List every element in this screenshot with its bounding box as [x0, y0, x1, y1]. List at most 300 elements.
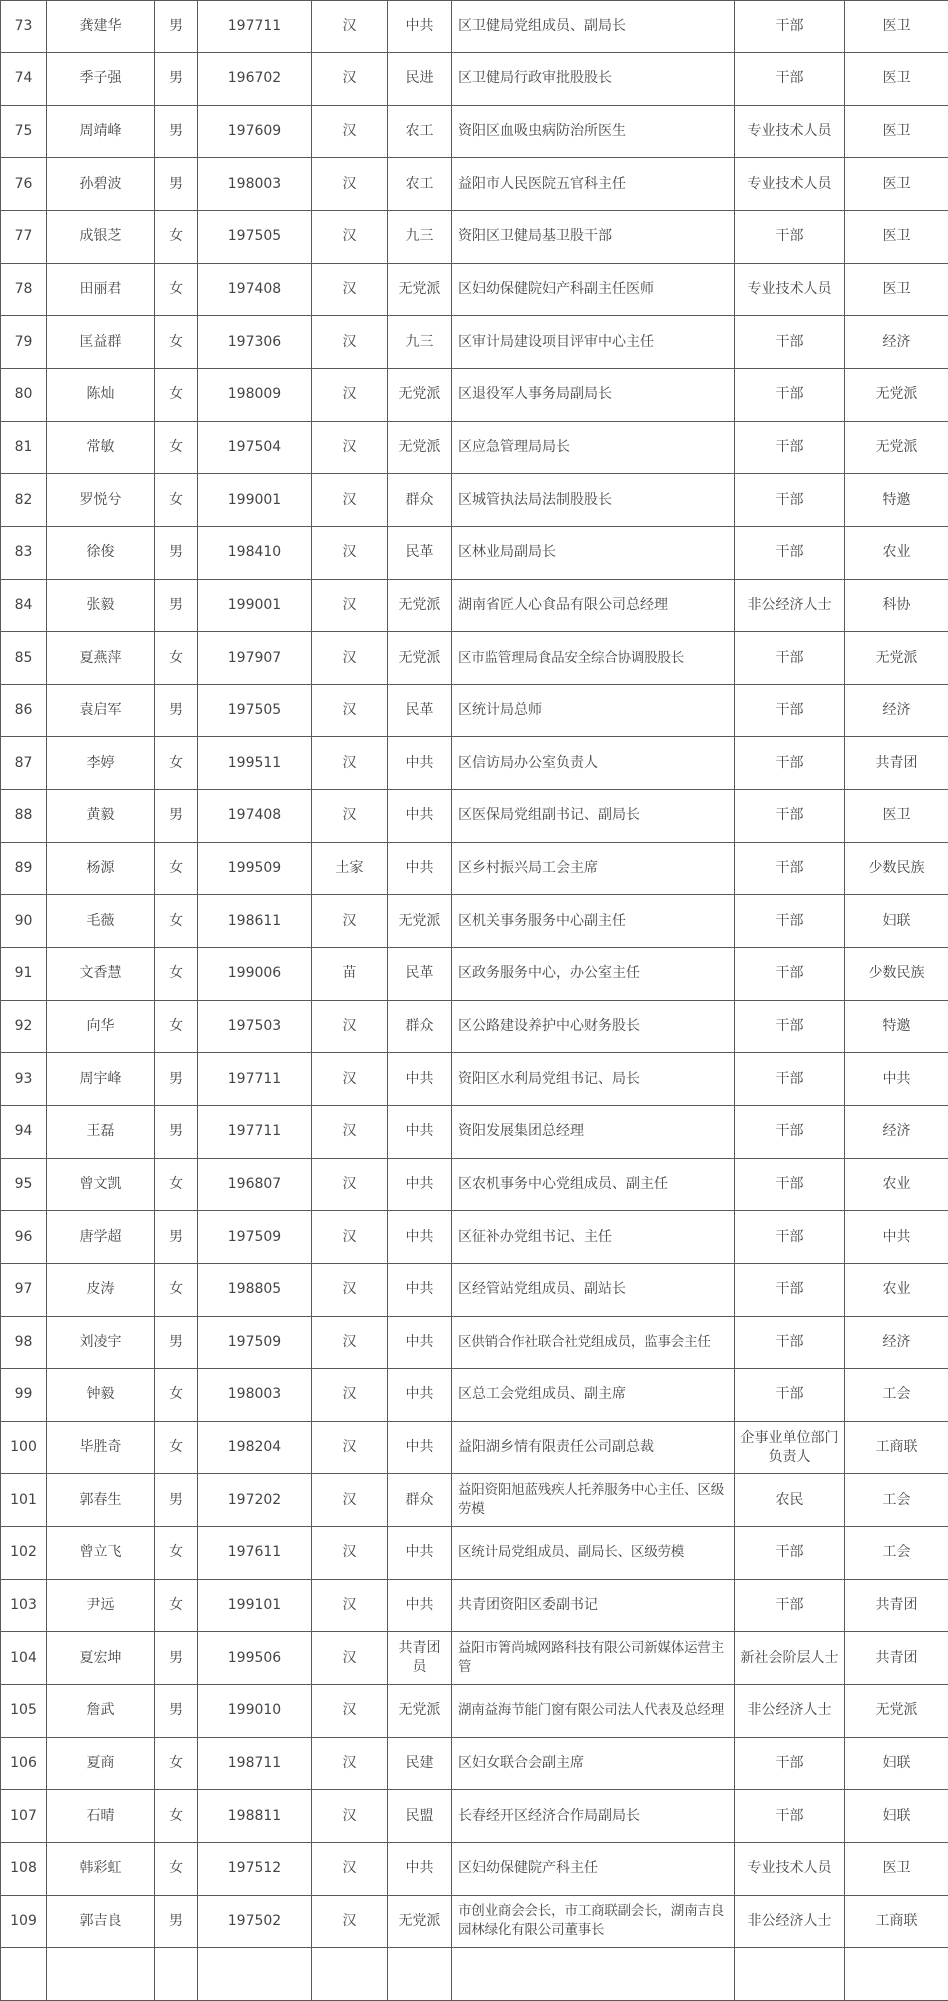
member-birth: 197509 [198, 1211, 312, 1264]
member-sex: 女 [155, 1421, 198, 1474]
row-number: 80 [1, 368, 47, 421]
row-number: 100 [1, 1421, 47, 1474]
member-group: 工会 [845, 1474, 948, 1527]
member-birth: 198009 [198, 368, 312, 421]
member-ethnicity: 汉 [312, 263, 388, 316]
member-position: 区卫健局行政审批股股长 [452, 53, 735, 106]
member-group: 特邀 [845, 1000, 948, 1053]
member-birth: 197306 [198, 316, 312, 369]
member-position: 资阳区水利局党组书记、局长 [452, 1053, 735, 1106]
table-row [1, 1316, 948, 1369]
member-ethnicity: 汉 [312, 684, 388, 737]
member-birth: 199509 [198, 842, 312, 895]
member-sex: 女 [155, 1527, 198, 1580]
member-group: 中共 [845, 1053, 948, 1106]
member-group: 科协 [845, 579, 948, 632]
member-category: 干部 [735, 0, 845, 53]
member-birth: 197711 [198, 1053, 312, 1106]
member-position: 资阳发展集团总经理 [452, 1105, 735, 1158]
table-row [1, 1790, 948, 1843]
member-category: 非公经济人士 [735, 1685, 845, 1738]
member-birth: 198003 [198, 1369, 312, 1422]
member-group: 医卫 [845, 53, 948, 106]
member-sex: 女 [155, 316, 198, 369]
member-party: 中共 [388, 737, 452, 790]
member-birth: 199511 [198, 737, 312, 790]
member-position: 资阳区血吸虫病防治所医生 [452, 105, 735, 158]
member-position: 区信访局办公室负责人 [452, 737, 735, 790]
member-name: 龚建华 [47, 0, 155, 53]
member-sex: 男 [155, 53, 198, 106]
row-number: 89 [1, 842, 47, 895]
member-sex: 女 [155, 895, 198, 948]
member-birth: 198611 [198, 895, 312, 948]
member-sex: 男 [155, 105, 198, 158]
member-sex: 女 [155, 474, 198, 527]
member-party: 中共 [388, 1053, 452, 1106]
member-name: 毕胜奇 [47, 1421, 155, 1474]
member-name: 陈灿 [47, 368, 155, 421]
member-party: 无党派 [388, 632, 452, 685]
member-sex: 女 [155, 948, 198, 1001]
member-category: 干部 [735, 53, 845, 106]
table-row [1, 53, 948, 106]
row-number: 75 [1, 105, 47, 158]
member-party: 中共 [388, 790, 452, 843]
member-position: 区妇幼保健院妇产科副主任医师 [452, 263, 735, 316]
member-sex: 女 [155, 1579, 198, 1632]
member-sex: 男 [155, 790, 198, 843]
member-group: 妇联 [845, 1737, 948, 1790]
member-birth: 197611 [198, 1527, 312, 1580]
member-sex: 男 [155, 526, 198, 579]
member-position: 区卫健局党组成员、副局长 [452, 0, 735, 53]
row-number: 101 [1, 1474, 47, 1527]
member-birth: 197408 [198, 263, 312, 316]
member-party: 民革 [388, 684, 452, 737]
member-ethnicity: 汉 [312, 1632, 388, 1685]
member-name: 皮涛 [47, 1263, 155, 1316]
member-birth: 197609 [198, 105, 312, 158]
member-name: 郭吉良 [47, 1895, 155, 1948]
member-position [452, 1948, 735, 2001]
member-ethnicity: 汉 [312, 1053, 388, 1106]
member-position: 区机关事务服务中心副主任 [452, 895, 735, 948]
member-name: 匡益群 [47, 316, 155, 369]
member-sex: 女 [155, 368, 198, 421]
member-sex: 女 [155, 1737, 198, 1790]
member-position: 区城管执法局法制股股长 [452, 474, 735, 527]
row-number: 90 [1, 895, 47, 948]
member-birth: 198711 [198, 1737, 312, 1790]
member-ethnicity: 汉 [312, 316, 388, 369]
member-ethnicity: 汉 [312, 53, 388, 106]
member-sex: 男 [155, 684, 198, 737]
member-position: 市创业商会会长，市工商联副会长，湖南吉良园林绿化有限公司董事长 [452, 1895, 735, 1948]
member-group: 无党派 [845, 421, 948, 474]
member-party: 群众 [388, 1000, 452, 1053]
table-row [1, 1685, 948, 1738]
member-sex: 女 [155, 421, 198, 474]
member-name: 文香慧 [47, 948, 155, 1001]
member-category: 干部 [735, 1211, 845, 1264]
row-number: 108 [1, 1842, 47, 1895]
row-number: 83 [1, 526, 47, 579]
member-category: 干部 [735, 1527, 845, 1580]
member-name: 夏燕萍 [47, 632, 155, 685]
row-number: 102 [1, 1527, 47, 1580]
row-number: 76 [1, 158, 47, 211]
table-row [1, 1158, 948, 1211]
member-group: 妇联 [845, 1790, 948, 1843]
member-party [388, 1948, 452, 2001]
member-position: 资阳区卫健局基卫股干部 [452, 211, 735, 264]
row-number: 105 [1, 1685, 47, 1738]
member-category: 专业技术人员 [735, 263, 845, 316]
row-number [1, 1948, 47, 2001]
row-number: 91 [1, 948, 47, 1001]
table-row [1, 737, 948, 790]
member-party: 无党派 [388, 368, 452, 421]
member-group: 无党派 [845, 1685, 948, 1738]
member-group: 医卫 [845, 1842, 948, 1895]
row-number: 85 [1, 632, 47, 685]
member-group: 中共 [845, 1211, 948, 1264]
member-group: 工商联 [845, 1421, 948, 1474]
row-number: 94 [1, 1105, 47, 1158]
table-row [1, 263, 948, 316]
member-group: 少数民族 [845, 842, 948, 895]
member-name: 季子强 [47, 53, 155, 106]
member-name: 石晴 [47, 1790, 155, 1843]
member-position: 区退役军人事务局副局长 [452, 368, 735, 421]
member-category: 干部 [735, 737, 845, 790]
member-position: 长春经开区经济合作局副局长 [452, 1790, 735, 1843]
table-row [1, 842, 948, 895]
member-birth: 198003 [198, 158, 312, 211]
member-group: 无党派 [845, 368, 948, 421]
member-name: 曾立飞 [47, 1527, 155, 1580]
member-ethnicity: 汉 [312, 105, 388, 158]
member-name: 周宇峰 [47, 1053, 155, 1106]
table-row [1, 105, 948, 158]
member-birth: 197505 [198, 684, 312, 737]
member-party: 中共 [388, 1158, 452, 1211]
member-sex: 男 [155, 1105, 198, 1158]
member-ethnicity: 汉 [312, 1158, 388, 1211]
row-number: 81 [1, 421, 47, 474]
row-number: 86 [1, 684, 47, 737]
member-ethnicity: 苗 [312, 948, 388, 1001]
member-group: 农业 [845, 1263, 948, 1316]
member-birth: 199506 [198, 1632, 312, 1685]
member-category: 干部 [735, 421, 845, 474]
member-birth: 196807 [198, 1158, 312, 1211]
row-number: 77 [1, 211, 47, 264]
member-name: 夏宏坤 [47, 1632, 155, 1685]
member-birth: 197509 [198, 1316, 312, 1369]
member-category: 干部 [735, 1158, 845, 1211]
member-category: 非公经济人士 [735, 1895, 845, 1948]
table-row [1, 316, 948, 369]
table-row [1, 684, 948, 737]
member-group: 特邀 [845, 474, 948, 527]
member-party: 中共 [388, 0, 452, 53]
member-group: 共青团 [845, 1579, 948, 1632]
member-ethnicity: 汉 [312, 1211, 388, 1264]
member-party: 中共 [388, 1421, 452, 1474]
table-row [1, 0, 948, 53]
row-number: 92 [1, 1000, 47, 1053]
member-ethnicity: 汉 [312, 368, 388, 421]
member-party: 农工 [388, 105, 452, 158]
member-party: 群众 [388, 474, 452, 527]
table-row [1, 368, 948, 421]
row-number: 98 [1, 1316, 47, 1369]
member-sex: 女 [155, 263, 198, 316]
member-birth: 197408 [198, 790, 312, 843]
member-ethnicity: 汉 [312, 737, 388, 790]
member-name: 毛薇 [47, 895, 155, 948]
member-birth: 199001 [198, 579, 312, 632]
member-ethnicity: 汉 [312, 895, 388, 948]
member-category: 干部 [735, 474, 845, 527]
table-row [1, 790, 948, 843]
member-birth: 197512 [198, 1842, 312, 1895]
member-party: 无党派 [388, 263, 452, 316]
member-birth: 197907 [198, 632, 312, 685]
member-sex: 男 [155, 579, 198, 632]
member-position: 区统计局总师 [452, 684, 735, 737]
member-category: 干部 [735, 790, 845, 843]
member-ethnicity: 汉 [312, 579, 388, 632]
member-sex [155, 1948, 198, 2001]
member-name: 向华 [47, 1000, 155, 1053]
row-number: 93 [1, 1053, 47, 1106]
table-row [1, 1948, 948, 2001]
table-row [1, 1105, 948, 1158]
member-position: 湖南益海节能门窗有限公司法人代表及总经理 [452, 1685, 735, 1738]
member-name: 常敏 [47, 421, 155, 474]
member-ethnicity: 汉 [312, 1842, 388, 1895]
member-sex: 男 [155, 1316, 198, 1369]
member-group: 共青团 [845, 1632, 948, 1685]
member-name: 成银芝 [47, 211, 155, 264]
member-ethnicity: 汉 [312, 632, 388, 685]
member-sex: 女 [155, 1263, 198, 1316]
member-sex: 男 [155, 1211, 198, 1264]
member-position: 区乡村振兴局工会主席 [452, 842, 735, 895]
member-category: 干部 [735, 1000, 845, 1053]
member-position: 益阳资阳旭蓝残疾人托养服务中心主任、区级劳模 [452, 1474, 735, 1527]
table-row [1, 632, 948, 685]
member-category: 干部 [735, 684, 845, 737]
member-sex: 女 [155, 842, 198, 895]
member-category: 干部 [735, 1053, 845, 1106]
table-row [1, 1421, 948, 1474]
member-group: 医卫 [845, 0, 948, 53]
member-name: 郭春生 [47, 1474, 155, 1527]
member-party: 民进 [388, 53, 452, 106]
member-party: 民盟 [388, 1790, 452, 1843]
member-category: 干部 [735, 1579, 845, 1632]
member-category: 干部 [735, 1105, 845, 1158]
member-name: 袁启军 [47, 684, 155, 737]
member-category: 干部 [735, 948, 845, 1001]
member-sex: 男 [155, 0, 198, 53]
table-row [1, 1579, 948, 1632]
member-birth: 197711 [198, 1105, 312, 1158]
member-ethnicity: 汉 [312, 1421, 388, 1474]
member-group [845, 1948, 948, 2001]
member-group: 经济 [845, 684, 948, 737]
member-sex: 男 [155, 158, 198, 211]
member-position: 区医保局党组副书记、副局长 [452, 790, 735, 843]
member-name: 李婷 [47, 737, 155, 790]
member-name: 杨源 [47, 842, 155, 895]
member-group: 工会 [845, 1369, 948, 1422]
member-sex: 女 [155, 211, 198, 264]
member-party: 共青团员 [388, 1632, 452, 1685]
member-group: 经济 [845, 1316, 948, 1369]
member-ethnicity [312, 1948, 388, 2001]
member-name: 徐俊 [47, 526, 155, 579]
row-number: 107 [1, 1790, 47, 1843]
member-ethnicity: 汉 [312, 1263, 388, 1316]
table-row [1, 421, 948, 474]
member-group: 妇联 [845, 895, 948, 948]
member-category: 干部 [735, 1369, 845, 1422]
member-ethnicity: 汉 [312, 526, 388, 579]
member-ethnicity: 土家 [312, 842, 388, 895]
member-party: 中共 [388, 1369, 452, 1422]
row-number: 84 [1, 579, 47, 632]
member-ethnicity: 汉 [312, 421, 388, 474]
member-name: 孙碧波 [47, 158, 155, 211]
member-position: 区妇幼保健院产科主任 [452, 1842, 735, 1895]
member-position: 区征补办党组书记、主任 [452, 1211, 735, 1264]
member-birth: 199006 [198, 948, 312, 1001]
member-group: 医卫 [845, 105, 948, 158]
member-group: 工会 [845, 1527, 948, 1580]
row-number: 109 [1, 1895, 47, 1948]
member-party: 九三 [388, 316, 452, 369]
member-group: 工商联 [845, 1895, 948, 1948]
member-party: 中共 [388, 1842, 452, 1895]
member-group: 农业 [845, 526, 948, 579]
member-name: 周靖峰 [47, 105, 155, 158]
member-category: 干部 [735, 632, 845, 685]
member-party: 农工 [388, 158, 452, 211]
member-name: 尹远 [47, 1579, 155, 1632]
member-birth: 198805 [198, 1263, 312, 1316]
member-category: 干部 [735, 1737, 845, 1790]
member-group: 无党派 [845, 632, 948, 685]
member-sex: 男 [155, 1685, 198, 1738]
member-party: 中共 [388, 1263, 452, 1316]
member-position: 区应急管理局局长 [452, 421, 735, 474]
member-party: 中共 [388, 842, 452, 895]
member-party: 无党派 [388, 421, 452, 474]
member-sex: 女 [155, 1369, 198, 1422]
member-position: 区政务服务中心，办公室主任 [452, 948, 735, 1001]
member-party: 中共 [388, 1316, 452, 1369]
row-number: 99 [1, 1369, 47, 1422]
member-ethnicity: 汉 [312, 1000, 388, 1053]
member-category: 新社会阶层人士 [735, 1632, 845, 1685]
member-group: 农业 [845, 1158, 948, 1211]
member-party: 中共 [388, 1211, 452, 1264]
member-category: 专业技术人员 [735, 158, 845, 211]
table-row [1, 1527, 948, 1580]
row-number: 78 [1, 263, 47, 316]
member-name: 黄毅 [47, 790, 155, 843]
table-row [1, 1263, 948, 1316]
member-party: 群众 [388, 1474, 452, 1527]
member-category: 专业技术人员 [735, 105, 845, 158]
member-category: 干部 [735, 316, 845, 369]
table-row [1, 579, 948, 632]
member-group: 医卫 [845, 790, 948, 843]
member-position: 益阳湖乡情有限责任公司副总裁 [452, 1421, 735, 1474]
member-ethnicity: 汉 [312, 790, 388, 843]
member-category: 干部 [735, 1790, 845, 1843]
member-ethnicity: 汉 [312, 1579, 388, 1632]
member-group: 医卫 [845, 211, 948, 264]
table-row [1, 1895, 948, 1948]
member-category: 干部 [735, 526, 845, 579]
table-row [1, 895, 948, 948]
member-position: 益阳市箐尚城网路科技有限公司新媒体运营主管 [452, 1632, 735, 1685]
row-number: 79 [1, 316, 47, 369]
table-row [1, 211, 948, 264]
member-position: 区经管站党组成员、副站长 [452, 1263, 735, 1316]
member-category: 企事业单位部门负责人 [735, 1421, 845, 1474]
member-position: 湖南省匠人心食品有限公司总经理 [452, 579, 735, 632]
member-ethnicity: 汉 [312, 1369, 388, 1422]
member-position: 益阳市人民医院五官科主任 [452, 158, 735, 211]
member-birth: 197202 [198, 1474, 312, 1527]
table-row [1, 1842, 948, 1895]
member-ethnicity: 汉 [312, 1527, 388, 1580]
member-position: 区审计局建设项目评审中心主任 [452, 316, 735, 369]
member-party: 无党派 [388, 579, 452, 632]
member-party: 民建 [388, 1737, 452, 1790]
member-party: 无党派 [388, 1895, 452, 1948]
member-sex: 女 [155, 1842, 198, 1895]
member-name: 唐学超 [47, 1211, 155, 1264]
member-ethnicity: 汉 [312, 158, 388, 211]
member-position: 区市监管理局食品安全综合协调股股长 [452, 632, 735, 685]
table-row [1, 1000, 948, 1053]
member-name: 田丽君 [47, 263, 155, 316]
member-category: 专业技术人员 [735, 1842, 845, 1895]
table-row [1, 526, 948, 579]
member-ethnicity: 汉 [312, 1685, 388, 1738]
member-ethnicity: 汉 [312, 211, 388, 264]
row-number: 103 [1, 1579, 47, 1632]
member-category: 干部 [735, 368, 845, 421]
row-number: 82 [1, 474, 47, 527]
row-number: 95 [1, 1158, 47, 1211]
member-position: 区统计局党组成员、副局长、区级劳模 [452, 1527, 735, 1580]
member-category: 干部 [735, 1263, 845, 1316]
member-birth: 199101 [198, 1579, 312, 1632]
row-number: 104 [1, 1632, 47, 1685]
member-birth: 199010 [198, 1685, 312, 1738]
member-sex: 男 [155, 1895, 198, 1948]
member-party: 九三 [388, 211, 452, 264]
